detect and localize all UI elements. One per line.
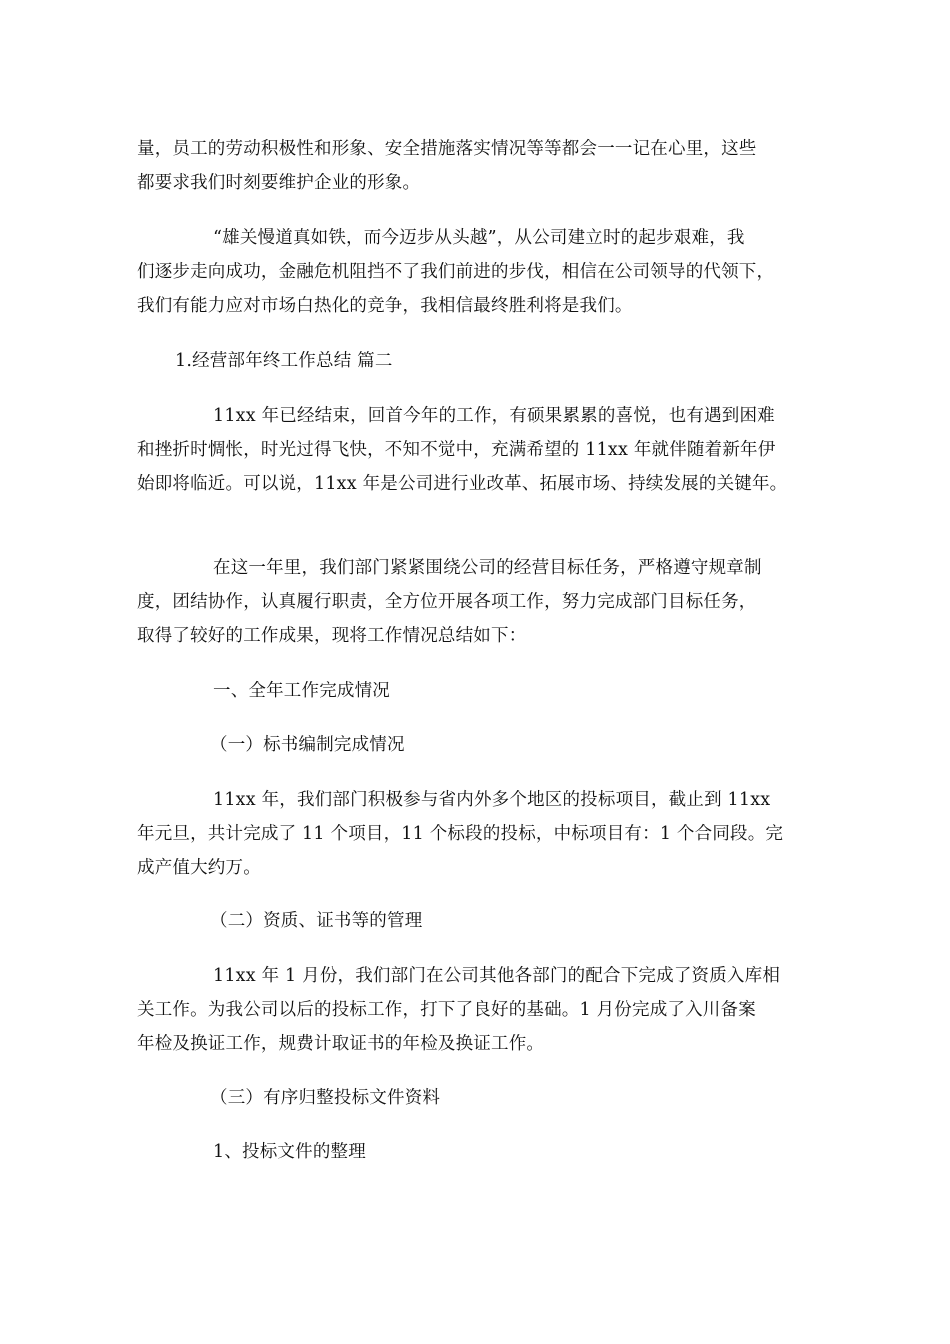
subsection-heading: （一）标书编制完成情况 [210, 735, 405, 755]
paragraph-line: 们逐步走向成功，金融危机阻挡不了我们前进的步伐，相信在公司领导的代领下， [137, 262, 775, 282]
paragraph-line: 量，员工的劳动积极性和形象、安全措施落实情况等等都会一一记在心里，这些 [137, 139, 757, 159]
subsection-heading: （三）有序归整投标文件资料 [210, 1088, 441, 1108]
paragraph-line: 我们有能力应对市场白热化的竞争，我相信最终胜利将是我们。 [137, 296, 633, 316]
paragraph-line: 11xx 年 1 月份，我们部门在公司其他各部门的配合下完成了资质入库相 [213, 966, 781, 986]
section-heading: 一、全年工作完成情况 [213, 681, 390, 701]
list-item-heading: 1、投标文件的整理 [213, 1142, 366, 1162]
paragraph-line: 11xx 年，我们部门积极参与省内外多个地区的投标项目，截止到 11xx [213, 790, 771, 810]
paragraph-line: 关工作。为我公司以后的投标工作，打下了良好的基础。1 月份完成了入川备案 [137, 1000, 756, 1020]
paragraph-line: “雄关慢道真如铁，而今迈步从头越”，从公司建立时的起步艰难，我 [213, 228, 745, 248]
paragraph-line: 取得了较好的工作成果，现将工作情况总结如下： [137, 626, 527, 646]
paragraph-line: 都要求我们时刻要维护企业的形象。 [137, 173, 421, 193]
paragraph-line: 度，团结协作，认真履行职责，全方位开展各项工作，努力完成部门目标任务， [137, 592, 757, 612]
paragraph-line: 和挫折时惆怅，时光过得飞快，不知不觉中，充满希望的 11xx 年就伴随着新年伊 [137, 440, 776, 460]
paragraph-line: 年检及换证工作，规费计取证书的年检及换证工作。 [137, 1034, 545, 1054]
paragraph-line: 在这一年里，我们部门紧紧围绕公司的经营目标任务，严格遵守规章制 [213, 558, 762, 578]
subsection-heading: （二）资质、证书等的管理 [210, 911, 423, 931]
paragraph-line: 始即将临近。可以说，11xx 年是公司进行业改革、拓展市场、持续发展的关键年。 [137, 474, 788, 494]
paragraph-line: 成产值大约万。 [137, 858, 261, 878]
section-heading: 1.经营部年终工作总结 篇二 [175, 351, 393, 371]
paragraph-line: 11xx 年已经结束，回首今年的工作，有硕果累累的喜悦，也有遇到困难 [213, 406, 775, 426]
paragraph-line: 年元旦，共计完成了 11 个项目，11 个标段的投标，中标项目有：1 个合同段。完 [137, 824, 784, 844]
